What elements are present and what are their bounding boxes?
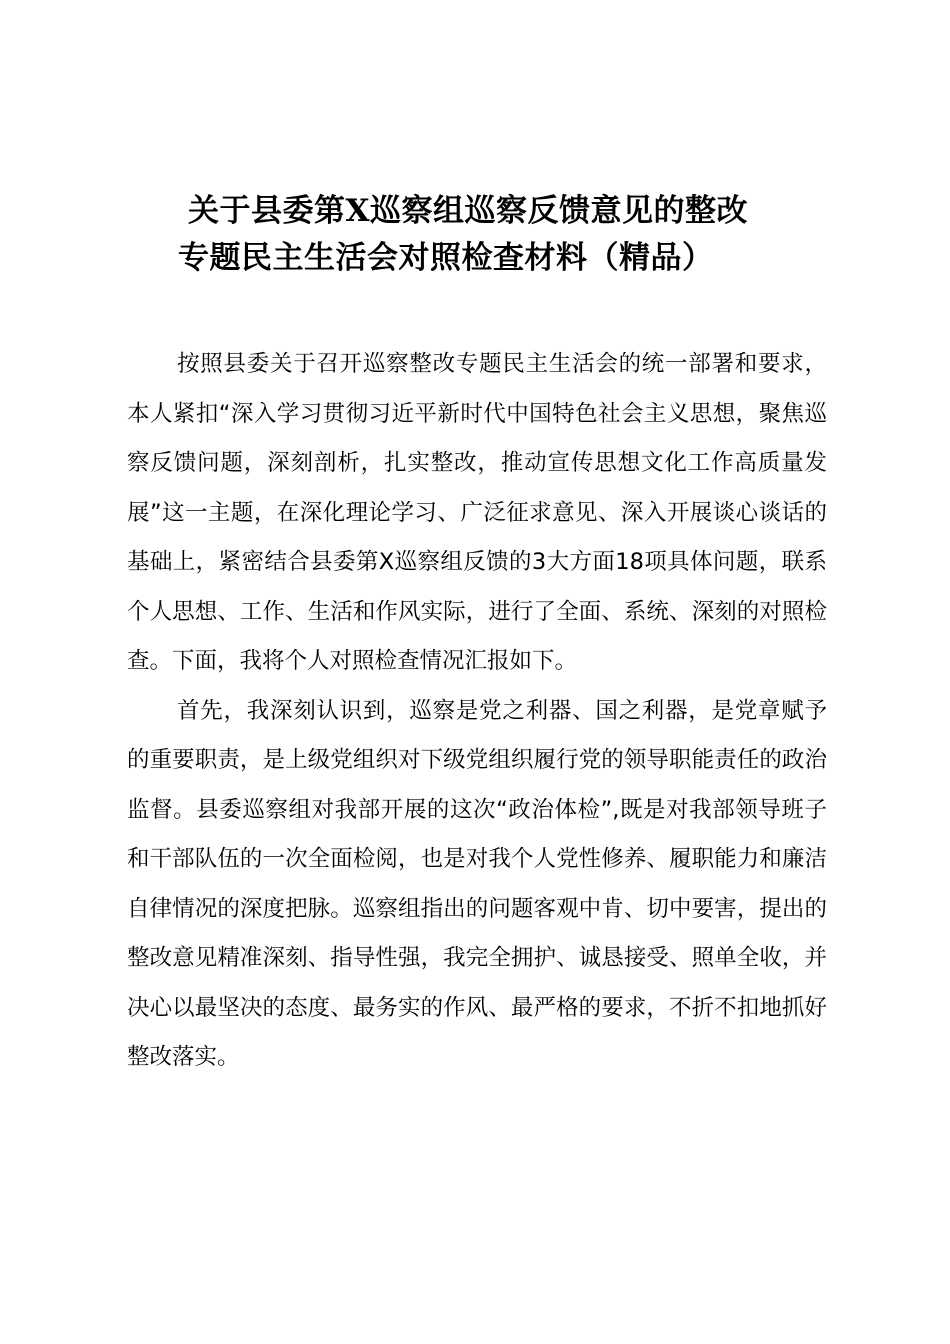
document-title	[150, 188, 850, 282]
paragraph-intro: 按照县委关于召开巡察整改专题民主生活会的统一部署和要求，本人紧扣“深入学习贯彻习近平新时代中国特色社会主义思想，聚焦巡察反馈问题，深刻剖析，扎实整改，推动宣传思想文化工作高质量发展”这一主题，在深化理论学习、广泛征求意见、深入开展谈心谈话的基础上，紧密结合县委第X巡察组反馈的3大方面18项具体问题，联系个人思想、工作、生活和作风实际，进行了全面、系统、深刻的对照检查。下面，我将个人对照检查情况汇报如下。	[127, 351, 827, 674]
title-line-1: 关于县委第X巡察组巡察反馈意见的整改	[188, 193, 749, 229]
document-body	[127, 340, 827, 1083]
title-line-2: 专题民主生活会对照检查材料（精品）	[178, 240, 714, 276]
paragraph-first: 首先，我深刻认识到，巡察是党之利器、国之利器，是党章赋予的重要职责，是上级党组织对下级党组织履行党的领导职能责任的政治监督。县委巡察组对我部开展的这次“政治体检”,既是对我部领导班子和干部队伍的一次全面检阅，也是对我个人党性修养、履职能力和廉洁自律情况的深度把脉。巡察组指出的问题客观中肯、切中要害，提出的整改意见精准深刻、指导性强，我完全拥护、诚恳接受、照单全收，并决心以最坚决的态度、最务实的作风、最严格的要求，不折不扣地抓好整改落实。	[127, 697, 827, 1070]
